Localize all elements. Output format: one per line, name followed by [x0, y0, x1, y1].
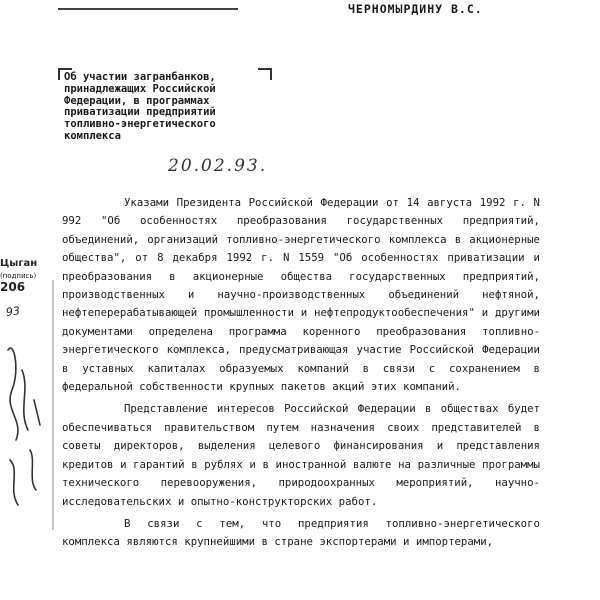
margin-note-year: 93 [5, 304, 21, 319]
header-rule [58, 8, 238, 10]
body-text [62, 194, 540, 552]
margin-stamp-sub: (подпись) [0, 272, 37, 280]
handwritten-date: 20.02.93. [168, 156, 268, 176]
margin-stamp-number: 206 [0, 280, 26, 294]
paragraph-3: В связи с тем, что предприятия топливно-энергетического комплекса являются крупнейшими в стране экспортерами и импортерами, [62, 516, 540, 549]
scan-edge-shadow [52, 280, 54, 530]
paragraph-2: Представление интересов Российской Федерации в обществах будет обеспечиваться правительством путем назначения своих представителей в советы директоров, выделения целевого финансирования и представления кредитов и гарантий в рублях и в иностранной валюте на различные программы технического перевооружения, природоохранных мероприятий, научно-исследовательских и опытно-конструкторских работ. [62, 402, 540, 508]
margin-stamp-label: Цыган [0, 258, 38, 269]
handwritten-signature-scribble [0, 330, 70, 530]
subject-heading: Об участии загранбанков, принадлежащих Российской Федерации, в программах приватизации предприятий топливно-энергетического комплекса [64, 71, 216, 142]
recipient-name: ЧЕРНОМЫРДИНУ В.С. [348, 2, 483, 16]
paragraph-1: Указами Президента Российской Федерации от 14 августа 1992 г. N 992 "Об особенностях преобразования государственных предприятий, объединений, организаций топливно-энергетического комплекса в акционерные общества", от 8 декабря 1992 г. N 1559 "Об особенностях приватизации и преобразования в акционерные общества государственных предприятий, производственных и научно-производственных объединений нефтяной, нефтеперерабатывающей промышленности и нефтепродуктообеспечения" и другими документами определена программа коренного преобразования топливно-энергетического комплекса, предусматривающая участие Российской Федерации в уставных капиталах образуемых компаний в связи с сохранением в федеральной собственности крупных пакетов акций этих компаний. [62, 196, 540, 394]
